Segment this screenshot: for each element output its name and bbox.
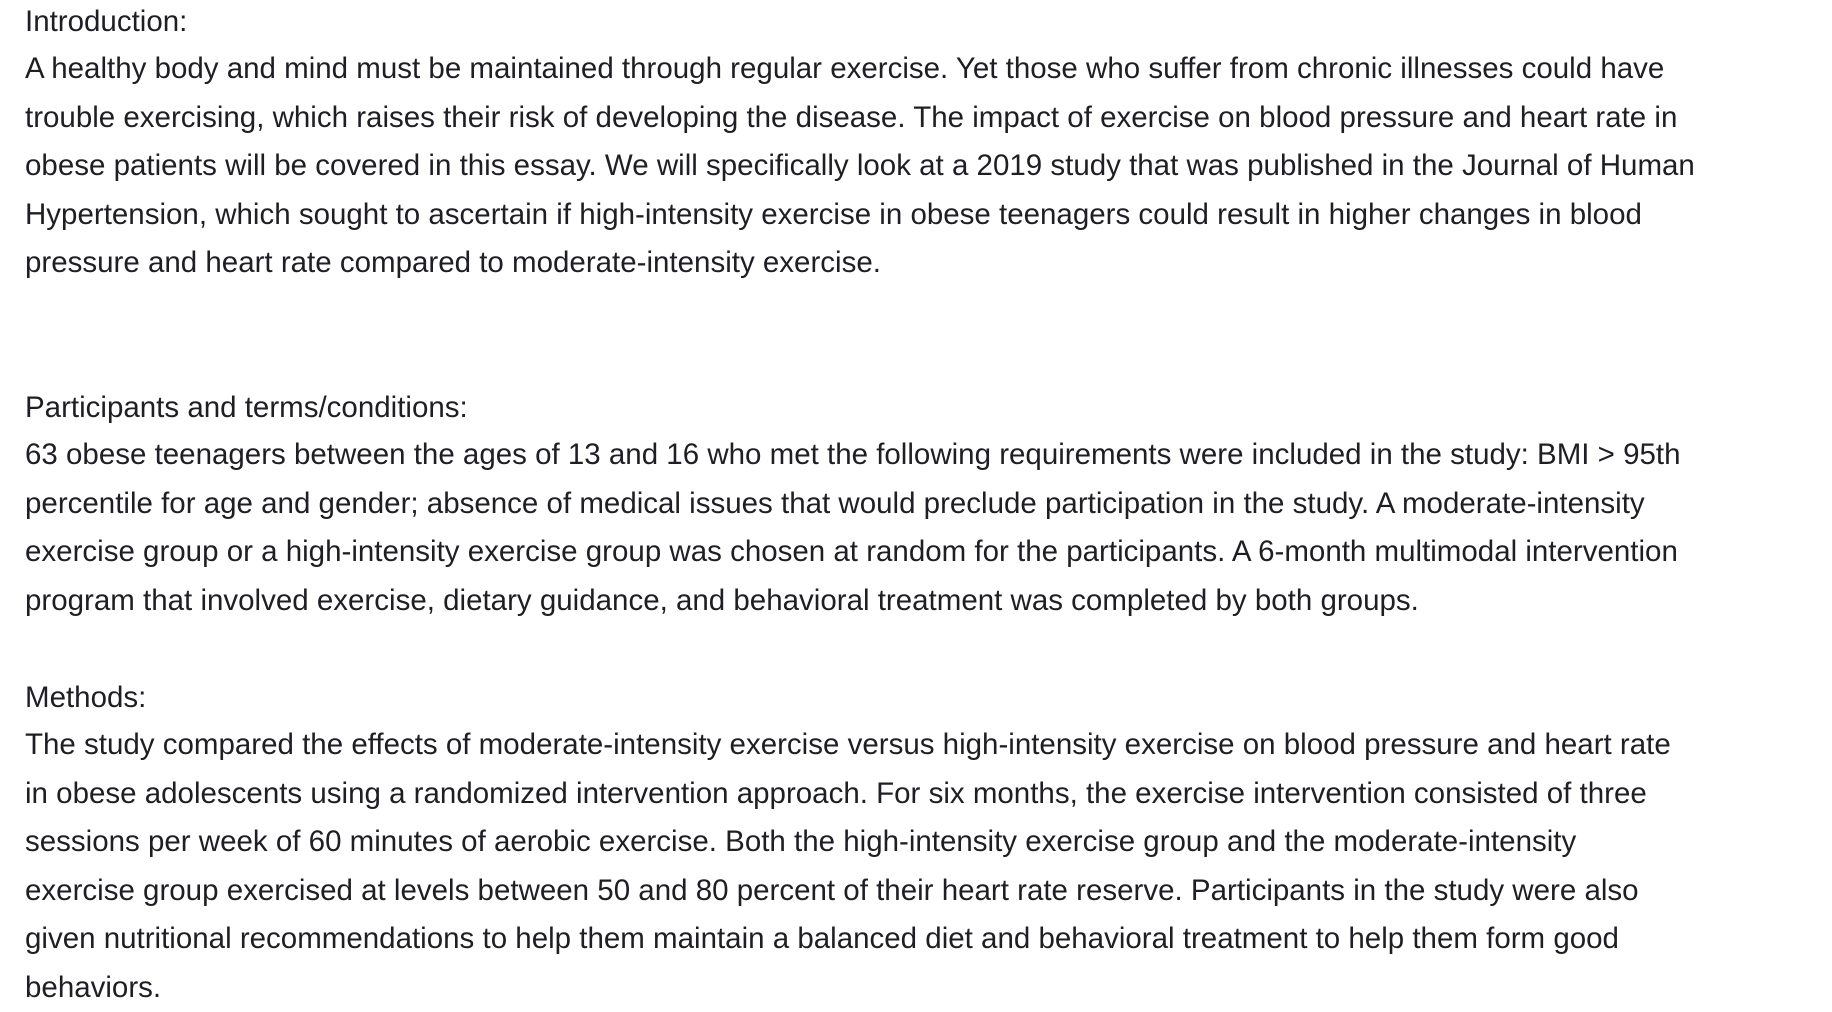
participants-line: percentile for age and gender; absence of medical issues that would preclude participation in the study. A moderate-intensity (25, 480, 1681, 529)
intro-line: pressure and heart rate compared to moderate-intensity exercise. (25, 239, 1695, 288)
intro-line: trouble exercising, which raises their risk of developing the disease. The impact of exercise on blood pressure and heart rate in (25, 94, 1695, 143)
section-methods (25, 676, 1671, 1012)
methods-line: The study compared the effects of moderate-intensity exercise versus high-intensity exercise on blood pressure and heart rate (25, 721, 1671, 770)
section-title-methods: Methods: (25, 676, 1671, 720)
methods-line: sessions per week of 60 minutes of aerobic exercise. Both the high-intensity exercise group and the moderate-intensity (25, 818, 1671, 867)
methods-line: in obese adolescents using a randomized intervention approach. For six months, the exercise intervention consisted of three (25, 770, 1671, 819)
section-participants (25, 386, 1681, 625)
methods-line: behaviors. (25, 964, 1671, 1012)
section-introduction (25, 0, 1695, 288)
section-body-participants (25, 431, 1681, 625)
participants-line: exercise group or a high-intensity exercise group was chosen at random for the participants. A 6-month multimodal intervention (25, 528, 1681, 577)
participants-line: 63 obese teenagers between the ages of 13 and 16 who met the following requirements were included in the study: BMI > 95th (25, 431, 1681, 480)
intro-line: obese patients will be covered in this essay. We will specifically look at a 2019 study that was published in the Journal of Human (25, 142, 1695, 191)
methods-line: exercise group exercised at levels between 50 and 80 percent of their heart rate reserve. Participants in the study were also (25, 867, 1671, 916)
intro-line: Hypertension, which sought to ascertain if high-intensity exercise in obese teenagers could result in higher changes in blood (25, 191, 1695, 240)
section-title-participants: Participants and terms/conditions: (25, 386, 1681, 430)
participants-line: program that involved exercise, dietary guidance, and behavioral treatment was completed by both groups. (25, 577, 1681, 626)
intro-line: A healthy body and mind must be maintained through regular exercise. Yet those who suffer from chronic illnesses could have (25, 45, 1695, 94)
section-body-methods (25, 721, 1671, 1012)
section-title-introduction: Introduction: (25, 0, 1695, 44)
section-body-introduction (25, 45, 1695, 288)
methods-line: given nutritional recommendations to help them maintain a balanced diet and behavioral treatment to help them form good (25, 915, 1671, 964)
